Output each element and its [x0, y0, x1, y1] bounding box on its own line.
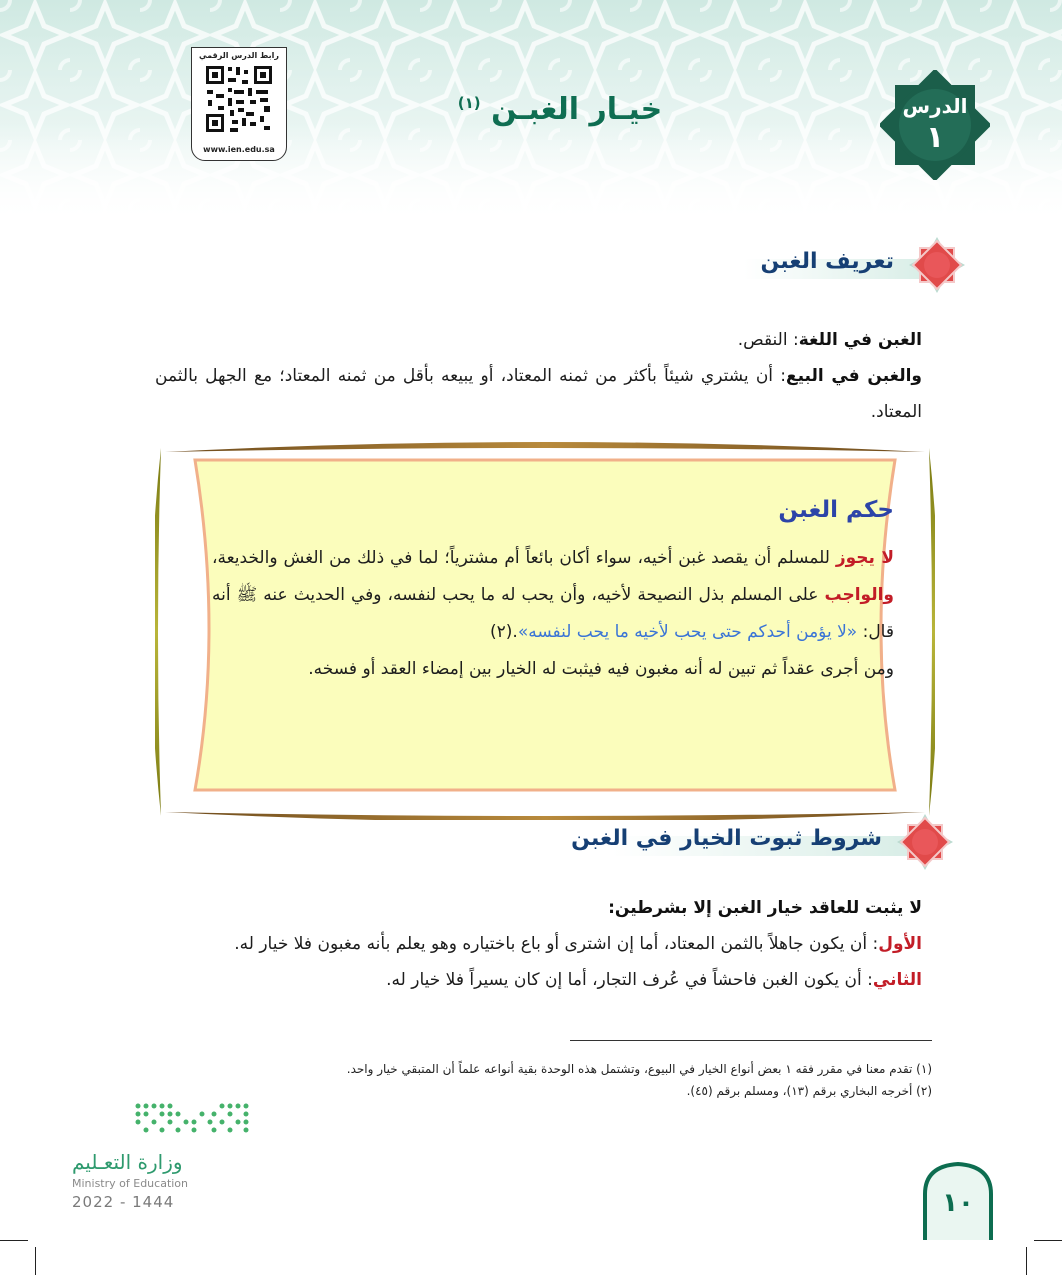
ruling-text-1: للمسلم أن يقصد غبن أخيه، سواء أكان بائعاً أم مشترياً؛ لما في ذلك من الغش والخديعة،	[212, 548, 836, 568]
definition-paragraph	[155, 322, 922, 430]
condition-first-label: الأول	[878, 934, 922, 954]
hadith-quote: «لا يؤمن أحدكم حتى يحب لأخيه ما يحب لنفسه»	[517, 622, 858, 642]
lesson-badge	[880, 70, 990, 180]
conditions-paragraph	[155, 890, 922, 998]
ministry-logo	[72, 1100, 252, 1220]
ministry-dots-icon	[72, 1100, 252, 1150]
def-sale: : أن يشتري شيئاً بأكثر من ثمنه المعتاد، أو يبيعه بأقل من ثمنه المعتاد؛ مع الجهل بالثمن المعتاد.	[155, 366, 922, 422]
footnote-2: (٢) أخرجه البخاري برقم (١٣)، ومسلم برقم (٤٥).	[686, 1084, 932, 1098]
definition-line-sale	[155, 358, 922, 430]
ruling-text-3: ومن أجرى عقداً ثم تبين له أنه مغبون فيه فيثبت له الخيار بين إمضاء العقد أو فسخه.	[308, 659, 894, 679]
qr-code-icon	[204, 64, 274, 134]
page-number: ١٠	[942, 1188, 974, 1218]
lesson-title-text: خيـار الغبـن	[491, 92, 663, 127]
footnotes	[347, 1058, 932, 1102]
condition-second-text: : أن يكون الغبن فاحشاً في عُرف التجار، أما إن كان يسيراً فلا خيار له.	[386, 970, 873, 990]
qr-label: رابط الدرس الرقمي	[199, 51, 279, 60]
ruling-lead-2: والواجب	[824, 585, 894, 605]
conditions-intro-text: لا يثبت للعاقد خيار الغبن إلا بشرطين:	[608, 898, 922, 918]
crop-mark	[1034, 1240, 1062, 1241]
lesson-number: ١	[925, 120, 945, 155]
red-star-icon	[900, 235, 974, 295]
condition-second	[155, 962, 922, 998]
ministry-english: Ministry of Education	[72, 1177, 189, 1190]
qr-url[interactable]: www.ien.edu.sa	[203, 145, 275, 154]
ministry-year: 2022 - 1444	[72, 1193, 175, 1211]
qr-card[interactable]	[191, 47, 287, 161]
condition-first	[155, 926, 922, 962]
lesson-title-footnote: (١)	[457, 94, 481, 112]
red-star-icon	[888, 812, 962, 872]
section-heading-text: تعريف الغبن	[760, 249, 894, 274]
section-heading-text: شروط ثبوت الخيار في الغبن	[571, 826, 882, 851]
hadith-footnote: .(٢)	[489, 622, 518, 642]
footnote-1: (١) تقدم معنا في مقرر فقه ١ بعض أنواع الخيار في البيوع، وتشتمل هذه الوحدة بقية أنواعه علماً أن المتبقي خيار واحد.	[346, 1062, 932, 1076]
definition-line-lang	[155, 322, 922, 358]
section-heading-definition	[734, 235, 974, 295]
lesson-label: الدرس	[902, 94, 968, 118]
ruling-lead-1: لا يجوز	[835, 548, 894, 568]
ruling-title: حكم الغبن	[778, 497, 894, 523]
conditions-intro	[155, 890, 922, 926]
ruling-text	[212, 540, 894, 688]
term-language: الغبن في اللغة	[798, 330, 922, 350]
crop-mark	[0, 1240, 28, 1241]
ministry-arabic: وزارة التعـليم	[72, 1150, 183, 1174]
footnote-divider	[570, 1040, 932, 1041]
term-sale: والغبن في البيع	[785, 366, 923, 386]
crop-mark	[35, 1247, 36, 1275]
lesson-title	[430, 92, 690, 127]
crop-mark	[1026, 1247, 1027, 1275]
def-language: : النقص.	[737, 330, 799, 350]
page-number-box	[921, 1160, 995, 1240]
condition-second-label: الثاني	[872, 970, 922, 990]
section-heading-conditions	[571, 812, 962, 872]
ruling-text-2: على المسلم بذل النصيحة لأخيه، وأن يحب له ما يحب لنفسه، وفي الحديث عنه ﷺ أنه قال:	[212, 585, 894, 642]
condition-first-text: : أن يكون جاهلاً بالثمن المعتاد، أما إن اشترى أو باع باختياره وهو يعلم بأنه مغبون فلا خيار له.	[234, 934, 879, 954]
